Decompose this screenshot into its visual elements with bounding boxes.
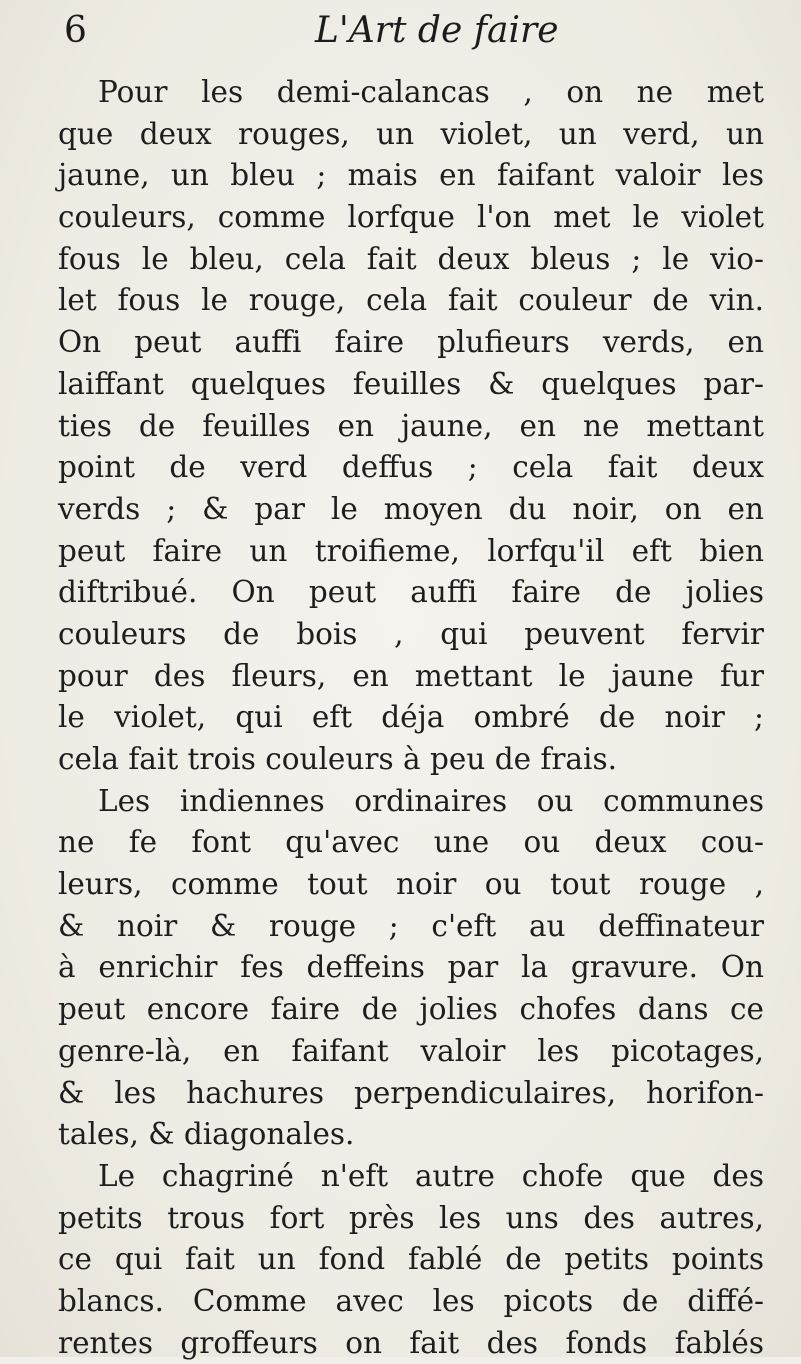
text-line: rentes groffeurs on fait des fonds fablés — [58, 1325, 764, 1360]
text-line: cela fait trois couleurs à peu de frais. — [58, 742, 617, 776]
text-line: à enrichir fes deffeins par la gravure. On — [58, 950, 764, 985]
text-line: tales, & diagonales. — [58, 1117, 355, 1152]
text-line: que deux rouges, un violet, un verd, un — [58, 116, 764, 151]
text-line: ne fe font qu'avec une ou deux cou- — [58, 825, 764, 860]
text-line: Pour les demi-calancas , on ne met — [98, 75, 764, 109]
text-line: peut encore faire de jolies chofes dans ce — [58, 992, 764, 1027]
body-text — [58, 72, 764, 1364]
page-header — [0, 8, 801, 68]
text-line: & noir & rouge ; c'eft au deffinateur — [58, 908, 764, 943]
page-number: 6 — [64, 10, 87, 51]
text-line: genre-là, en faifant valoir les picotages, — [58, 1033, 764, 1068]
text-line: ties de feuilles en jaune, en ne mettant — [58, 408, 764, 443]
text-line: couleurs de bois , qui peuvent fervir — [58, 616, 764, 651]
text-line: ce qui fait un fond fablé de petits points — [58, 1242, 764, 1277]
text-line: petits trous fort près les uns des autres, — [58, 1200, 764, 1235]
text-line: Le chagriné n'eft autre chofe que des — [98, 1158, 764, 1193]
text-line: leurs, comme tout noir ou tout rouge , — [58, 867, 764, 902]
text-line: fous le bleu, cela fait deux bleus ; le vio- — [58, 241, 764, 276]
text-line: peut faire un troifieme, lorfqu'il eft bien — [58, 533, 764, 568]
text-line: On peut auffi faire plufieurs verds, en — [58, 325, 764, 360]
text-line: le violet, qui eft déja ombré de noir ; — [58, 700, 764, 735]
text-line: blancs. Comme avec les picots de diffé- — [58, 1283, 764, 1318]
text-line: Les indiennes ordinaires ou communes — [98, 783, 764, 818]
text-line: & les hachures perpendiculaires, horifon- — [58, 1075, 764, 1110]
running-title: L'Art de faire — [315, 10, 559, 51]
text-line: let fous le rouge, cela fait couleur de vin. — [58, 283, 764, 318]
text-line: couleurs, comme lorfque l'on met le violet — [58, 200, 764, 235]
text-line: laiffant quelques feuilles & quelques par- — [58, 366, 764, 401]
text-line: pour des fleurs, en mettant le jaune fur — [58, 658, 764, 693]
text-line: diftribué. On peut auffi faire de jolies — [58, 575, 764, 610]
text-line: point de verd deffus ; cela fait deux — [58, 450, 764, 485]
text-line: verds ; & par le moyen du noir, on en — [58, 491, 764, 526]
text-line: jaune, un bleu ; mais en faifant valoir les — [58, 158, 764, 193]
